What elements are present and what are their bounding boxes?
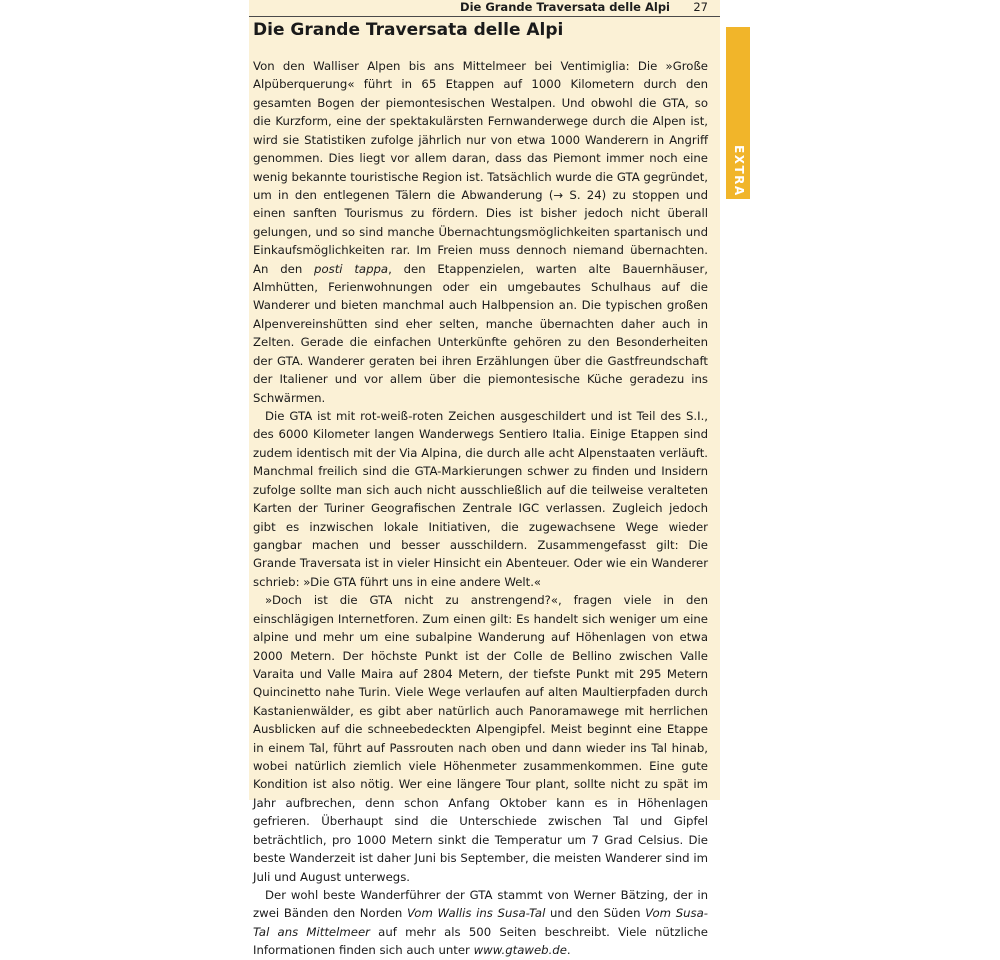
paragraph-4-text-a: Der wohl beste Wanderführer der GTA stammt von Werner Bätzing, der in zwei Bänden den Norden <box>253 887 708 921</box>
paragraph-4-text-g: . <box>566 943 571 958</box>
book-page <box>249 0 720 958</box>
paragraph-1-text-a: Von den Walliser Alpen bis ans Mittelmeer bei Ventimiglia: Die »Große Alpüberquerung« führt in 65 Etappen auf 1000 Kilometern durch den gesamten Bogen der piemontesischen Westalpen. Und obwohl die GTA, so die Kurzform, eine der spektakulärsten Fernwanderwege durch die Alpen ist, wird sie Statistiken zufolge jährlich nur von etwa 1000 Wanderern in Angriff genommen. Dies liegt vor allem daran, dass das Piemont immer noch eine wenig bekannte touristische Region ist. Tatsächlich wurde die GTA gegründet, um in den entlegenen Tälern die Abwanderung (→ S. 24) zu stoppen und einen sanften Tourismus zu fördern. Dies ist bisher jedoch nicht überall gelungen, und so sind manche Übernachtungsmöglichkeiten spartanisch und Einkaufsmöglichkeiten rar. Im Freien muss dennoch niemand übernachten. An den <box>253 59 708 276</box>
article-title: Die Grande Traversata delle Alpi <box>253 20 564 40</box>
paragraph-4-text-c: und den Süden <box>545 906 646 921</box>
page-number: 27 <box>693 0 708 14</box>
running-head-title: Die Grande Traversata delle Alpi <box>460 0 670 14</box>
paragraph-2: Die GTA ist mit rot-weiß-roten Zeichen ausgeschildert und ist Teil des S.I., des 6000 Kilometer langen Wanderwegs Sentiero Italia. Einige Etappen sind zudem identisch mit der Via Alpina, die durch alle acht Alpenstaaten verläuft. Manchmal freilich sind die GTA-Markierungen schwer zu finden und Insidern zufolge sollte man sich auch nicht ausschließlich auf die teilweise veralteten Karten der Turiner Geografischen Zentrale IGC verlassen. Zugleich jedoch gibt es inzwischen lokale Initiativen, die zugewachsene Wege wieder gangbar machen und besser ausschildern. Zusammengefasst gilt: Die Grande Traversata ist in vieler Hinsicht ein Abenteuer. Oder wie ein Wanderer schrieb: »Die GTA führt uns in eine andere Welt.« <box>253 409 708 589</box>
paragraph-4-text-e: auf mehr als 500 Seiten beschreibt. Viele nützliche Informationen finden sich auch unter <box>253 924 708 958</box>
paragraph-3: »Doch ist die GTA nicht zu anstrengend?«, fragen viele in den einschlägigen Internetforen. Zum einen gilt: Es handelt sich weniger um eine alpine und mehr um eine subalpine Wanderung auf Höhenlagen von etwa 2000 Metern. Der höchste Punkt ist der Colle de Bellino zwischen Valle Varaita und Valle Maira auf 2804 Metern, der tiefste Punkt mit 295 Metern Quincinetto nahe Turin. Viele Wege verlaufen auf alten Maultierpfaden durch Kastanienwälder, es gibt aber natürlich auch Panoramawege mit herrlichen Ausblicken auf die schneebedeckten Alpengipfel. Meist beginnt eine Etappe in einem Tal, führt auf Passrouten nach oben und dann wieder ins Tal hinab, wobei natürlich ziemlich viele Höhenmeter zusammenkommen. Eine gute Kondition ist also nötig. Wer eine längere Tour plant, sollte nicht zu spät im Jahr aufbrechen, denn schon Anfang Oktober kann es in Höhenlagen gefrieren. Überhaupt sind die Unterschiede zwischen Tal und Gipfel beträchtlich, pro 1000 Metern sinkt die Temperatur um 7 Grad Celsius. Die beste Wanderzeit ist daher Juni bis September, die meisten Wanderer sind im Juli und August unterwegs. <box>253 593 708 884</box>
article-body <box>253 57 708 960</box>
paragraph-1-text-c: , den Etappenzielen, warten alte Bauernhäuser, Almhütten, Ferienwohnungen oder ein umgebautes Schulhaus auf die Wanderer und bieten manchmal auch Halbpension an. Die typischen großen Alpenvereinshütten sind eher selten, manche übernachten daher auch in Zelten. Gerade die einfachen Unterkünfte gehören zu den Besonderheiten der GTA. Wanderer geraten bei ihren Erzählungen über die Gastfreundschaft der Italiener und vor allem über die piemontesische Küche geradezu ins Schwärmen. <box>253 261 708 405</box>
website-link: www.gtaweb.de <box>473 943 567 958</box>
running-head <box>249 0 720 17</box>
book-title-south: Vom Susa-Tal ans Mittelmeer <box>253 906 708 939</box>
paragraph-4 <box>253 886 708 960</box>
extra-side-tab <box>726 27 750 199</box>
paragraph-1-italic-term: posti tappa <box>314 261 389 276</box>
extra-tab-label: EXTRA <box>732 145 746 197</box>
paragraph-1 <box>253 57 708 407</box>
book-title-north: Vom Wallis ins Susa-Tal <box>407 906 546 921</box>
